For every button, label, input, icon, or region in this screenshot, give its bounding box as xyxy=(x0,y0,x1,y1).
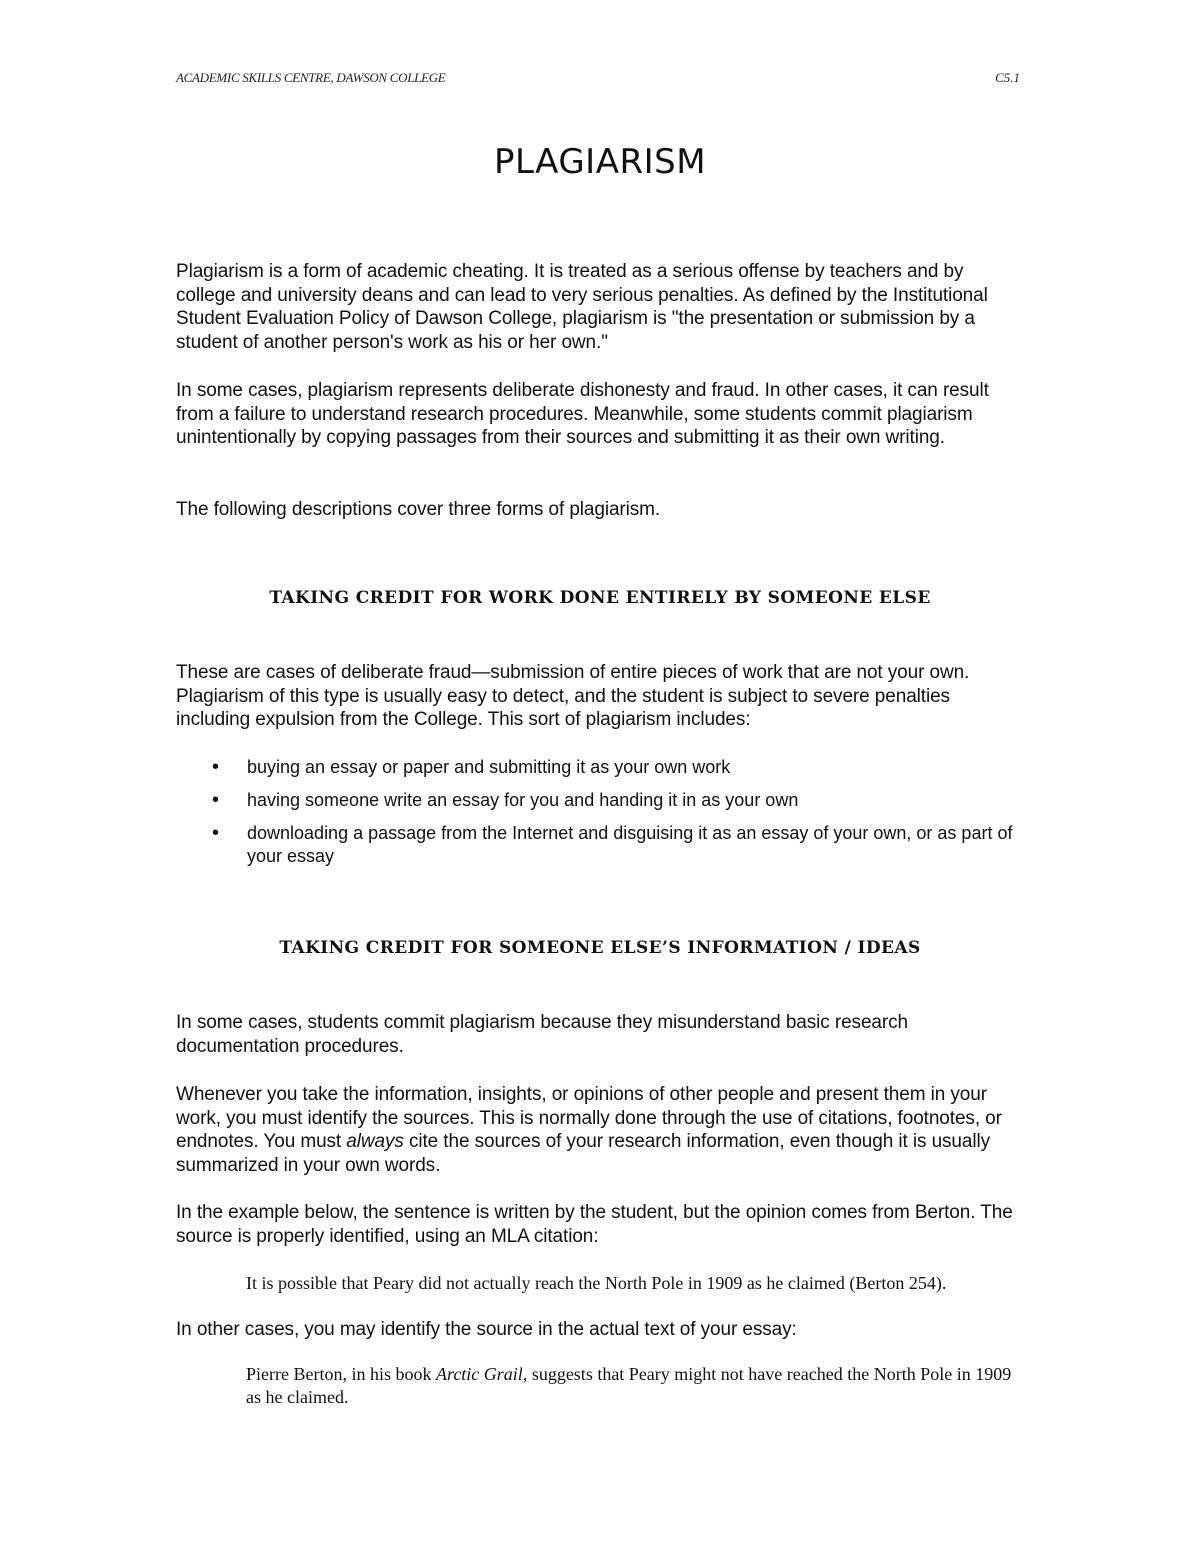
bullet-icon: • xyxy=(212,822,220,844)
example-citation-1: It is possible that Peary did not actually reach the North Pole in 1909 as he claimed (Berton 254). xyxy=(246,1273,947,1293)
book-title: Arctic Grail xyxy=(435,1364,523,1384)
bullet-list xyxy=(176,756,1026,868)
bullet-icon: • xyxy=(212,789,220,811)
section2-emphasis: always xyxy=(346,1131,404,1153)
section1-paragraph xyxy=(176,661,1026,732)
list-item xyxy=(176,822,1026,868)
section2-paragraph-4 xyxy=(176,1318,1026,1342)
section-heading-1: TAKING CREDIT FOR WORK DONE ENTIRELY BY SOMEONE ELSE xyxy=(269,588,931,608)
example-citation-2 xyxy=(246,1363,1026,1409)
section2-text-4: In other cases, you may identify the source in the actual text of your essay: xyxy=(176,1319,797,1340)
example2-text-b: , suggests that Peary might not have reached the North Pole in 1909 as he claimed. xyxy=(246,1364,1012,1407)
section2-text-3: In the example below, the sentence is written by the student, but the opinion comes from Berton. The source is properly identified, using an MLA citation: xyxy=(176,1202,1013,1247)
section-heading-2: TAKING CREDIT FOR SOMEONE ELSE’S INFORMATION / IDEAS xyxy=(279,938,921,958)
example2-text-a: Pierre Berton, in his book xyxy=(246,1364,436,1384)
section1-bullet-list xyxy=(176,756,1026,878)
section1-text: These are cases of deliberate fraud—submission of entire pieces of work that are not your own. Plagiarism of this type is usually easy to detect, and the student is subject to severe penalties including expulsion from the College. This sort of plagiarism includes: xyxy=(176,662,970,731)
intro-paragraph-1 xyxy=(176,260,1026,355)
bullet-icon: • xyxy=(212,756,220,778)
list-item xyxy=(176,789,1026,812)
section2-text-2 xyxy=(176,1083,1026,1178)
list-item xyxy=(176,756,1026,779)
intro-text-1: Plagiarism is a form of academic cheating. It is treated as a serious offense by teachers and by college and university deans and can lead to very serious penalties. As defined by the Institutional Student Evaluation Policy of Dawson College, plagiarism is "the presentation or submission by a student of another person's work as his or her own." xyxy=(176,261,988,354)
section2-text-2b: cite the sources of your research information, even though it is usually summarized in your own words. xyxy=(176,1131,991,1177)
section2-text-2a: Whenever you take the information, insights, or opinions of other people and present them in your work, you must identify the sources. This is normally done through the use of citations, footnotes, or endnotes. You must xyxy=(176,1084,1002,1153)
list-item-text: buying an essay or paper and submitting it as your own work xyxy=(247,757,731,777)
intro-paragraph-2 xyxy=(176,379,1026,450)
header-page-code: C5.1 xyxy=(995,70,1020,85)
section2-paragraph-1 xyxy=(176,1011,1026,1058)
list-item-text: downloading a passage from the Internet and disguising it as an essay of your own, or as part of your essay xyxy=(247,823,1013,866)
section2-text-1: In some cases, students commit plagiarism because they misunderstand basic research documentation procedures. xyxy=(176,1012,908,1057)
intro-text-2: In some cases, plagiarism represents deliberate dishonesty and fraud. In other cases, it can result from a failure to understand research procedures. Meanwhile, some students commit plagiarism unintentionally by copying passages from their sources and submitting it as their own writing. xyxy=(176,380,989,449)
section2-paragraph-2 xyxy=(176,1083,1026,1178)
header-institution: ACADEMIC SKILLS CENTRE, DAWSON COLLEGE xyxy=(176,70,446,85)
list-item-text: having someone write an essay for you and handing it in as your own xyxy=(247,790,799,810)
intro-text-3: The following descriptions cover three forms of plagiarism. xyxy=(176,499,661,520)
section2-paragraph-3 xyxy=(176,1201,1026,1248)
page-title: PLAGIARISM xyxy=(493,142,707,182)
intro-paragraph-3 xyxy=(176,498,1026,522)
